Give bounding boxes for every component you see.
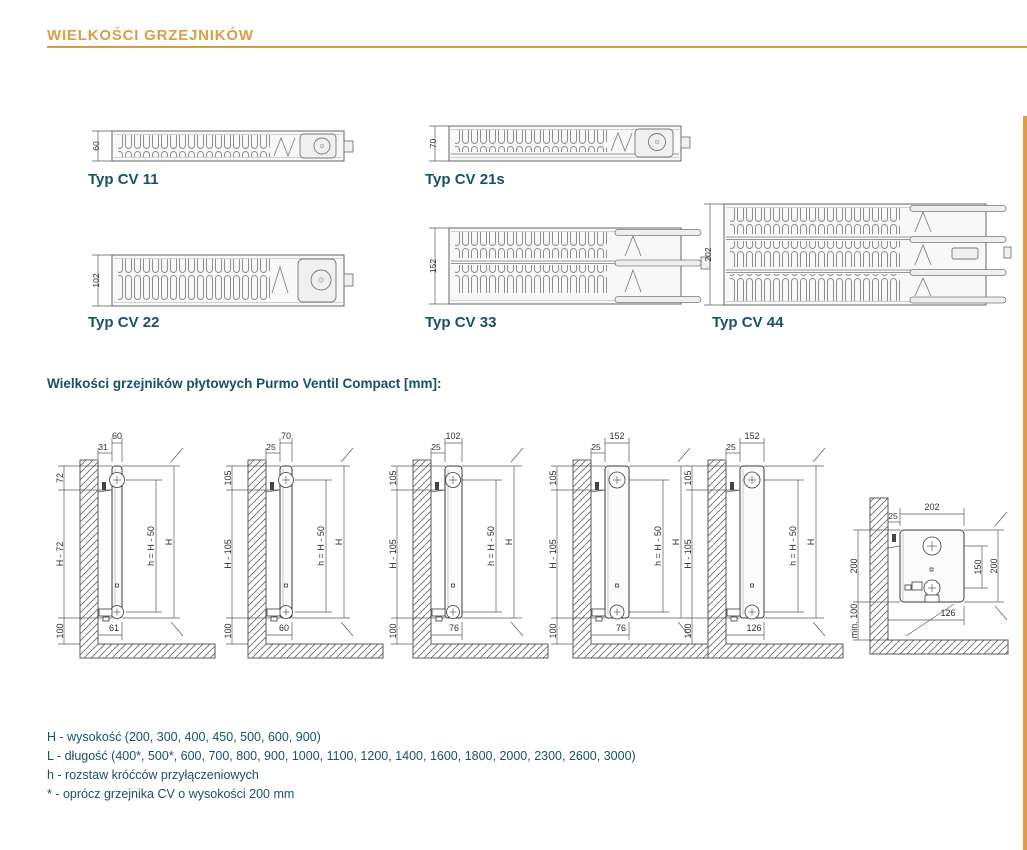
valve-body [912, 582, 922, 590]
pipe-spacing-dim: h = H - 50 [788, 526, 798, 566]
valve-body [727, 609, 740, 616]
cv33-convector-fins-top [455, 232, 607, 258]
cv21s-convector-fins [455, 130, 607, 152]
valve-body [432, 609, 445, 616]
floor-clearance-dim: 100 [55, 623, 65, 639]
cv11-depth-dim: 60 [91, 141, 101, 151]
cv22-connector [344, 274, 353, 286]
side-diagram-cv44 [678, 426, 848, 676]
cv44-pipe-3 [910, 270, 1006, 276]
radiator-panel [280, 466, 292, 618]
cv21s-connector [681, 137, 690, 148]
top-offset-dim: 72 [55, 472, 65, 484]
height-dim: H [504, 538, 514, 546]
height-dim: H [334, 538, 344, 546]
cv44-pipe-1 [910, 206, 1006, 212]
depth-dim: 70 [280, 431, 292, 441]
radiator-panel [605, 466, 629, 618]
pipe-spacing-dim: 150 [973, 559, 983, 575]
height-dim: H [671, 538, 681, 546]
valve-body [592, 609, 605, 616]
wall-gap-dim: 25 [266, 442, 276, 452]
legend-pipe-spacing: h - rozstaw króćców przyłączeniowych [47, 768, 259, 782]
cv33-depth-dim: 152 [428, 258, 438, 274]
legend-length: L - długość (400*, 500*, 600, 700, 800, 900, 1000, 1100, 1200, 1400, 1600, 1800, 2000, 2300, 2600, 3000) [47, 749, 636, 763]
wall-bracket [435, 482, 439, 490]
cv44-pipe-4 [910, 297, 1006, 303]
cv22-cross-section-drawing [88, 247, 358, 310]
wall-gap-dim: 25 [726, 442, 736, 452]
mid-span-dim: H - 105 [548, 539, 558, 569]
top-offset-dim: 105 [548, 470, 558, 486]
mid-span-dim: H - 72 [55, 541, 65, 567]
wall-bracket [102, 482, 106, 490]
cv44-cross-section-drawing [700, 196, 1015, 312]
top-offset-dim: 105 [388, 470, 398, 486]
floor-min-dim: min. 100 [849, 603, 859, 639]
depth-dim: 152 [609, 431, 625, 441]
depth-dim: 60 [111, 431, 123, 441]
top-offset-dim: 105 [683, 470, 693, 486]
corner-diagram-h200 [848, 468, 1023, 673]
cv44-depth-dim: 202 [703, 247, 713, 262]
width-dim: 202 [924, 502, 940, 512]
pipe-spacing-dim: h = H - 50 [316, 526, 326, 566]
right-accent-bar [1023, 116, 1027, 850]
front-depth-dim: 126 [746, 623, 762, 633]
cv33-pipe-top [615, 230, 701, 236]
header-rule [47, 46, 1027, 48]
wall-bracket [595, 482, 599, 490]
cv11-type-label: Typ CV 11 [88, 171, 159, 188]
valve-body [99, 609, 112, 616]
valve-body [267, 609, 280, 616]
floor-clearance-dim: 100 [683, 623, 693, 639]
depth-dim: 102 [445, 431, 461, 441]
cv44-convector-fins-bottom [730, 274, 900, 301]
section-subtitle: Wielkości grzejników płytowych Purmo Ventil Compact [mm]: [47, 376, 442, 391]
cv44-convector-fins-middle [730, 241, 900, 267]
pipe-spacing-dim: h = H - 50 [146, 526, 156, 566]
page-title: WIELKOŚCI GRZEJNIKÓW [47, 27, 254, 44]
cv44-connector [1004, 247, 1011, 258]
front-depth-dim: 126 [940, 608, 956, 618]
floor-clearance-dim: 100 [548, 623, 558, 639]
cv33-convector-fins-bottom [455, 265, 607, 293]
side-diagram-cv21s [218, 426, 388, 676]
cv22-type-label: Typ CV 22 [88, 314, 160, 331]
wall-gap-dim: 25 [888, 511, 898, 521]
front-depth-dim: 61 [108, 623, 120, 633]
pipe-spacing-dim: h = H - 50 [653, 526, 663, 566]
height-dim: H [806, 538, 816, 546]
height-dim: H [164, 538, 174, 546]
radiator-panel [445, 466, 462, 618]
cv33-pipe-middle [615, 260, 701, 266]
cv44-pipe-2 [910, 237, 1006, 243]
front-depth-dim: 60 [278, 623, 290, 633]
legend-note: * - oprócz grzejnika CV o wysokości 200 mm [47, 787, 295, 801]
legend-height: H - wysokość (200, 300, 400, 450, 500, 600, 900) [47, 730, 321, 744]
cv33-type-label: Typ CV 33 [425, 314, 497, 331]
cv11-convector-fins [118, 135, 270, 157]
cv33-cross-section-drawing [425, 220, 715, 312]
wall-gap-dim: 31 [98, 442, 108, 452]
cv21s-cross-section-drawing [425, 118, 695, 170]
cv11-connector [344, 141, 353, 152]
depth-dim: 152 [744, 431, 760, 441]
cv22-convector-fins [118, 259, 270, 302]
cv21s-depth-dim: 70 [428, 138, 438, 149]
cv44-convector-fins-top [730, 208, 900, 234]
mid-span-dim: H - 105 [388, 539, 398, 569]
cv22-depth-dim: 102 [91, 273, 101, 288]
radiator-panel [112, 466, 122, 618]
cv21s-type-label: Typ CV 21s [425, 171, 505, 188]
side-diagram-cv11 [50, 426, 220, 676]
cv33-pipe-bottom [615, 297, 701, 303]
floor-clearance-dim: 100 [223, 623, 233, 639]
radiator-panel [740, 466, 764, 618]
cv11-cross-section-drawing [88, 123, 358, 170]
pipe-spacing-dim: h = H - 50 [486, 526, 496, 566]
front-depth-dim: 76 [615, 623, 627, 633]
top-offset-dim: 105 [223, 470, 233, 486]
wall-bracket [730, 482, 734, 490]
mid-span-dim: H - 105 [223, 539, 233, 569]
wall-gap-dim: 25 [591, 442, 601, 452]
height-left-dim: 200 [849, 558, 859, 574]
cv44-type-label: Typ CV 44 [712, 314, 784, 331]
cv44-vent [952, 248, 978, 259]
side-diagram-cv22 [383, 426, 553, 676]
mid-span-dim: H - 105 [683, 539, 693, 569]
wall-bracket [892, 534, 896, 542]
wall-bracket [270, 482, 274, 490]
wall-gap-dim: 25 [431, 442, 441, 452]
height-right-dim: 200 [989, 558, 999, 574]
front-depth-dim: 76 [448, 623, 460, 633]
floor-clearance-dim: 100 [388, 623, 398, 639]
